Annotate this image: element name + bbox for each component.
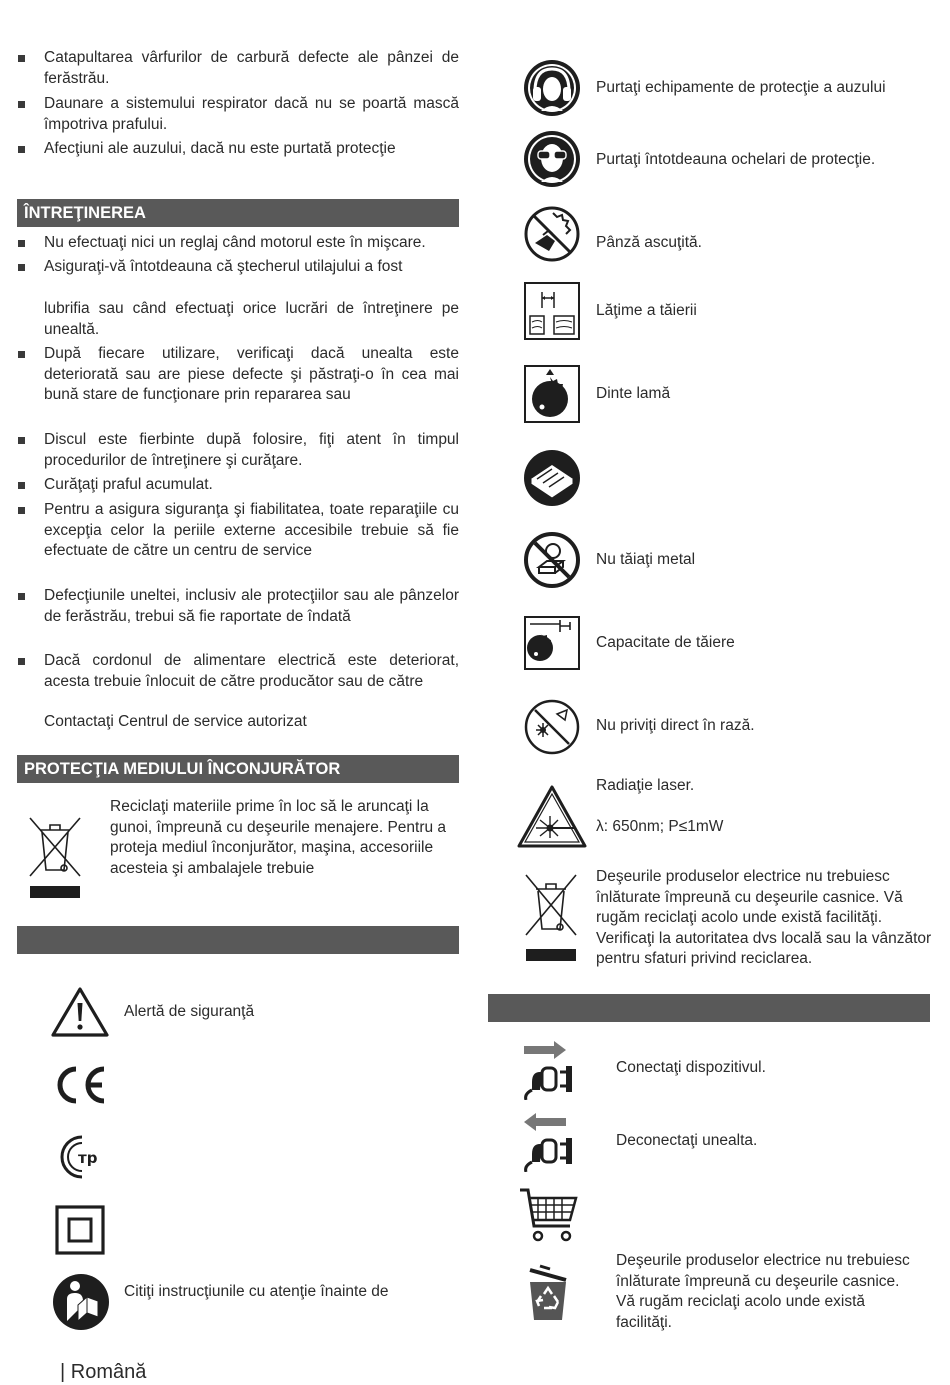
list-item: După fiecare utilizare, verificaţi dacă unealta este deteriorată sau are piese defecte şi păstraţi-o în cea mai bună stare de funcţionare prin repararea sau [18, 344, 459, 406]
plug-connect-icon [518, 1038, 580, 1105]
sharp-blade-icon [523, 205, 581, 268]
read-manual-icon [52, 1273, 110, 1336]
weee-bin-icon [522, 871, 580, 968]
list-item: Catapultarea vârfurilor de carbură defecte ale pânzei de ferăstrău. [18, 48, 459, 89]
symbol-label: Pânză ascuţită. [596, 234, 702, 251]
symbol-label: Radiaţie laser. [596, 777, 695, 794]
list-item: Pentru a asigura siguranţa şi fiabilitatea, toate reparaţiile cu excepţia celor la periile externe accesibile trebuie să fie efectuate de către un centru de service [18, 500, 459, 562]
ce-mark-icon [52, 1063, 110, 1112]
page-language-footer: | Română [60, 1361, 147, 1383]
recycle-bin-icon [522, 1262, 574, 1329]
cutting-capacity-icon [524, 616, 580, 675]
environment-text: Reciclaţi materiile prime în loc să le aruncaţi la gunoi, împreună cu deşeurile menajere. Pentru a proteja mediul înconjurător, maşina, accesoriile acesteia şi ambalajele trebuie [110, 798, 447, 877]
symbol-label: Conectaţi dispozitivul. [616, 1059, 766, 1076]
symbol-label: Deconectaţi unealta. [616, 1132, 758, 1149]
symbol-label: Alertă de siguranţă [124, 1003, 255, 1020]
recycle-text: Deşeurile produselor electrice nu trebuiesc înlăturate împreună cu deşeurile casnice. Vă rugăm reciclaţi acolo unde există facilităţi. [616, 1252, 910, 1331]
plug-disconnect-icon [518, 1110, 580, 1177]
symbol-label: Nu tăiaţi metal [596, 551, 696, 568]
maintenance-heading: ÎNTREŢINEREA [17, 199, 459, 227]
warning-triangle-icon [50, 985, 110, 1044]
shopping-cart-icon [518, 1186, 580, 1249]
blade-tooth-icon [524, 365, 580, 428]
list-item: Dacă cordonul de alimentare electrică este deteriorat, acesta trebuie înlocuit de către producător sau de către [18, 651, 459, 692]
eye-protection-icon [523, 130, 581, 193]
no-metal-cutting-icon [523, 531, 581, 594]
list-item: Nu efectuaţi nici un reglaj când motorul este în mişcare. [18, 233, 459, 254]
list-item: Daunare a sistemului respirator dacă nu se poartă mască împotriva prafului. [18, 94, 459, 135]
symbol-label: Purtaţi întotdeauna ochelari de protecţie. [596, 151, 876, 168]
maintenance-paragraph: lubrifia sau când efectuaţi orice lucrări de întreţinere pe unealtă. [44, 300, 459, 338]
double-insulation-icon [55, 1205, 105, 1260]
list-item: Curăţaţi praful acumulat. [18, 475, 459, 496]
gost-tp-mark-icon [52, 1133, 108, 1186]
operation-symbols-bar [488, 994, 930, 1022]
list-item: Afecţiuni ale auzului, dacă nu este purtată protecţie [18, 139, 459, 160]
list-item: Defecţiunile uneltei, inclusiv ale protecţiilor sau ale pânzelor de ferăstrău, trebui să fie raportate de îndată [18, 586, 459, 627]
ear-protection-icon [523, 59, 581, 122]
symbol-label: Lăţime a tăierii [596, 302, 697, 319]
no-stare-laser-icon [523, 698, 581, 761]
kerf-width-icon [524, 282, 580, 345]
environment-heading: PROTECŢIA MEDIULUI ÎNCONJURĂTOR [17, 755, 459, 783]
service-contact: Contactaţi Centrul de service autorizat [44, 713, 307, 730]
laser-spec: λ: 650nm; P≤1mW [596, 818, 724, 835]
weee-bin-icon [26, 812, 84, 907]
list-item: Asiguraţi-vă întotdeauna că ştecherul utilajului a fost [18, 257, 459, 278]
symbol-label: Nu priviţi direct în rază. [596, 717, 755, 734]
symbol-label: Dinte lamă [596, 385, 671, 402]
symbol-label: Citiţi instrucţiunile cu atenţie înainte de [124, 1283, 389, 1300]
laser-radiation-icon [516, 784, 588, 855]
wood-material-icon [523, 449, 581, 512]
list-item: Discul este fierbinte după folosire, fiţi atent în timpul procedurilor de întreţinere şi curăţare. [18, 430, 459, 471]
weee-text: Deşeurile produselor electrice nu trebuiesc înlăturate împreună cu deşeurile casnice. Vă rugăm reciclaţi acolo unde există facilităţi. Verificaţi la autoritatea dvs locală sau la vânzător pentru sfaturi privind reciclarea. [596, 868, 932, 967]
symbol-label: Capacitate de tăiere [596, 634, 735, 651]
svg-text:тр: тр [78, 1149, 98, 1167]
symbols-heading-bar [17, 926, 459, 954]
symbol-label: Purtaţi echipamente de protecţie a auzului [596, 79, 886, 96]
